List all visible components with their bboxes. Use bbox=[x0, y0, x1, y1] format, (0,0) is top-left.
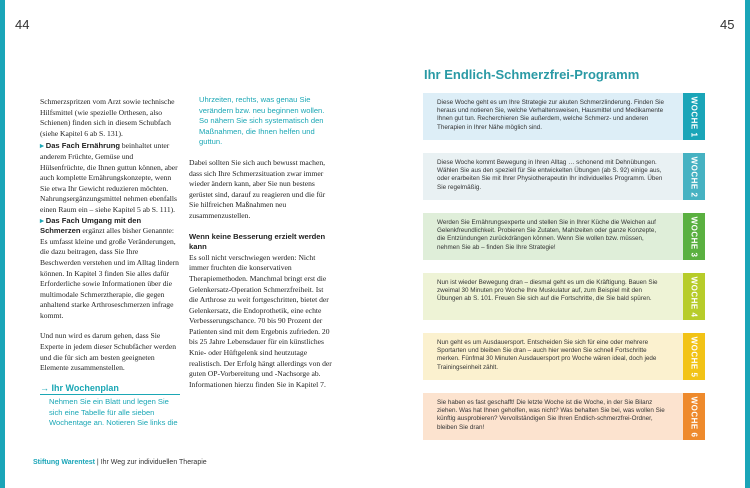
list-item-umgang bbox=[40, 216, 180, 322]
list-item-text: ergänzt alles bisher Genannte: Es umfasst kleine und große Veränderungen, die dazu beitragen, dass Sie Ihre Beschwerden verstehen und im Alltag lindern können. In Kapitel 3 finden Sie alles dafür Erforderliche sowie Informationen über die multimodale Schmerztherapie, die gegen anhaltend starke Arthroseschmerzen infrage kommt. bbox=[40, 226, 179, 320]
left-edge-bar bbox=[0, 0, 5, 488]
list-item-text: beinhaltet unter anderem Früchte, Gemüse und Hülsenfrüchte, die Ihnen guttun können, aber auch komplette Ernährungskonzepte, wenn Sie etwa Ihr Gewicht reduzieren möchten. Nahrungsergänzungsmittel nehmen ebenfalls einen Raum ein – siehe Kapitel 5 ab S. 111). bbox=[40, 141, 178, 214]
list-item-ernaehrung bbox=[40, 141, 180, 215]
week-label: WOCHE 3 bbox=[689, 216, 699, 257]
week-text: Nun ist wieder Bewegung dran – diesmal geht es um die Kräftigung. Bauen Sie zweimal 30 Minuten pro Woche Ihre Muskulatur auf, zum Beispiel mit den Übungen ab S. 101. Freuen Sie sich auf die Fortschritte, die Sie bald spüren. bbox=[437, 279, 658, 303]
paragraph: Es soll nicht verschwiegen werden: Nicht immer fruchten die konservativen Therapiemethoden. Manchmal bringt erst die Gelenkersatz-Operation Schmerzfreiheit. Ist die Arthrose zu weit fortgeschritten, bietet der Gelenkersatz, die Endoprothetik, eine echte Verbesserungschance. 70 bis 90 Prozent der Patienten sind mit dem Ergebnis zufrieden. 20 bis 25 Jahre Lebensdauer für ein künstliches Knie- oder Hüftgelenk sind heutzutage realistisch. Der Erfolg hängt allerdings von der guten OP-Vorbereitung und -Nachsorge ab. Informationen hierzu finden Sie in Kapitel 7. bbox=[189, 252, 332, 389]
right-edge-bar bbox=[745, 0, 750, 488]
section-heading: Wenn keine Besserung erzielt werden kann bbox=[189, 231, 326, 252]
footer-brand: Stiftung Warentest bbox=[33, 459, 95, 466]
page-number-right: 45 bbox=[720, 17, 735, 32]
week-label: WOCHE 4 bbox=[689, 276, 699, 317]
bullet-icon: ▸ bbox=[40, 141, 46, 151]
week-label: WOCHE 6 bbox=[689, 396, 699, 437]
page-number-left: 44 bbox=[15, 17, 30, 32]
left-column-1 bbox=[40, 97, 180, 374]
highlight-text: Uhrzeiten, rechts, was genau Sie verändern bzw. neu beginnen wollen. So nähern Sie sich systematisch den Maßnahmen, die Ihnen helfen und guttun. bbox=[199, 95, 325, 147]
week-tab bbox=[683, 153, 705, 200]
week-label: WOCHE 1 bbox=[689, 96, 699, 137]
week-box-2 bbox=[423, 153, 705, 200]
week-text: Werden Sie Ernährungsexperte und stellen Sie in Ihrer Küche die Weichen auf Gelenkfreundlichkeit. Probieren Sie Zutaten, Mahlzeiten oder ganze Konzepte, die Entzündungen zurückdrängen können. Wenn Sie wollen bzw. müssen, nehmen Sie ab – finden Sie Ihre Strategie! bbox=[437, 219, 657, 251]
week-text: Diese Woche geht es um Ihre Strategie zur akuten Schmerzlinderung. Finden Sie heraus und notieren Sie, welche Verhaltensweisen, Hausmittel und Medikamente Ihnen gut tun. Recherchieren Sie außerdem, welche Schmerz- und anderen Therapien in Ihrer Nähe möglich sind. bbox=[437, 99, 665, 131]
week-tab bbox=[683, 393, 705, 440]
footer bbox=[33, 459, 207, 466]
paragraph: Schmerzspritzen vom Arzt sowie technische Hilfsmittel (wie spezielle Orthesen, also Schienen) finden sich in diesem Schubfach (siehe Kapitel 6 ab S. 131). bbox=[40, 97, 175, 138]
week-box-3 bbox=[423, 213, 705, 260]
wochenplan-box bbox=[40, 383, 180, 429]
week-tab bbox=[683, 93, 705, 140]
footer-text: Ihr Weg zur individuellen Therapie bbox=[100, 459, 207, 466]
wochenplan-heading: → Ihr Wochenplan bbox=[40, 383, 180, 395]
week-text: Diese Woche kommt Bewegung in Ihren Alltag … schonend mit Dehnübungen. Wählen Sie aus den speziell für Sie entwickelten Übungen (ab S. 92) einige aus, oder erarbeiten Sie mit Ihrer Physiotherapeutin Ihr individuelles Programm. Üben Sie regelmäßig. bbox=[437, 159, 663, 191]
list-item-heading: Das Fach Umgang mit den Schmerzen bbox=[40, 215, 142, 236]
week-text: Sie haben es fast geschafft! Die letzte Woche ist die Woche, in der Sie Bilanz ziehen. Was hat Ihnen geholfen, was nicht? Was behalten Sie bei, was wollen Sie künftig ausprobieren? Vervollständigen Sie Ihren Endlich-schmerzfrei-Ordner, bleiben Sie dran! bbox=[437, 399, 665, 431]
week-tab bbox=[683, 333, 705, 380]
week-label: WOCHE 2 bbox=[689, 156, 699, 197]
list-item-heading: Das Fach Ernährung bbox=[45, 141, 120, 151]
week-tab bbox=[683, 213, 705, 260]
program-title: Ihr Endlich-Schmerzfrei-Programm bbox=[424, 67, 640, 82]
paragraph: Und nun wird es darum gehen, dass Sie Experte in jedem dieser Schubfächer werden und die für sich am besten geeigneten Elemente zusammenstellen. bbox=[40, 331, 176, 373]
week-text: Nun geht es um Ausdauersport. Entscheiden Sie sich für eine oder mehrere Sportarten und bleiben Sie dran – auch hier werden Sie schnell Fortschritte merken. Fünfmal 30 Minuten Ausdauersport pro Woche wären ideal, doch jede Trainingseinheit zählt. bbox=[437, 339, 657, 371]
wochenplan-text: Nehmen Sie ein Blatt und legen Sie sich eine Tabelle für alle sieben Wochentage an. Notieren Sie links die bbox=[49, 397, 178, 428]
paragraph: Dabei sollten Sie sich auch bewusst machen, dass sich Ihre Schmerzsituation zwar immer wieder ändern kann, aber Sie nun bestens gerüstet sind, darauf zu reagieren und die für Sie hilfreichen Maßnahmen neu zusammenzustellen. bbox=[189, 157, 326, 220]
left-column-2 bbox=[189, 95, 332, 390]
footer-separator: | bbox=[94, 459, 101, 466]
bullet-icon: ▸ bbox=[40, 215, 46, 225]
week-tab bbox=[683, 273, 705, 320]
week-box-1 bbox=[423, 93, 705, 140]
week-box-6 bbox=[423, 393, 705, 440]
week-box-5 bbox=[423, 333, 705, 380]
week-label: WOCHE 5 bbox=[689, 336, 699, 377]
week-box-4 bbox=[423, 273, 705, 320]
